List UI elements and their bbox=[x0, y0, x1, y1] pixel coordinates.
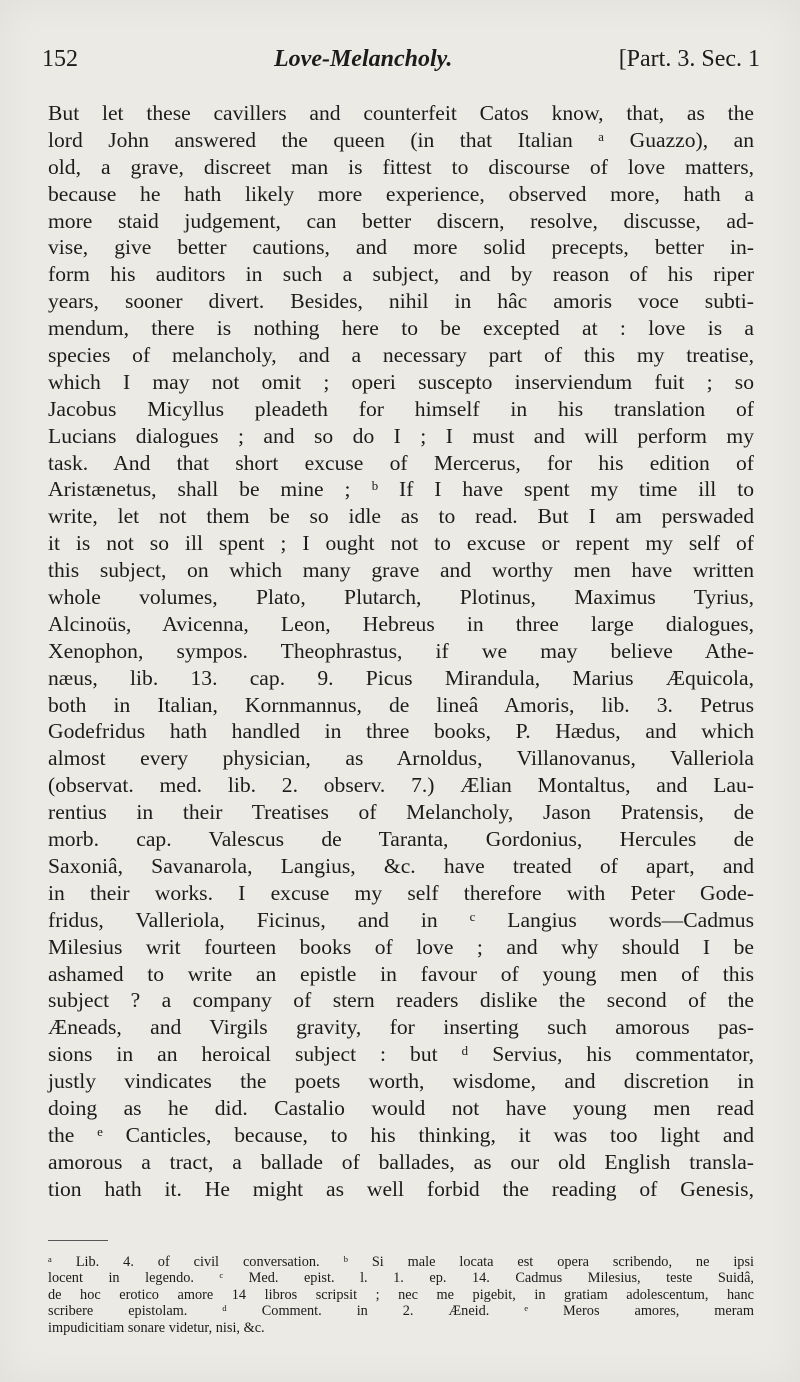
text-line: amorous a tract, a ballade of ballades, as our old English transla- bbox=[48, 1149, 754, 1174]
text-line: task. And that short excuse of Mercerus, for his edition of bbox=[48, 450, 754, 475]
text-line: Lucians dialogues ; and so do I ; I must and will perform my bbox=[48, 423, 754, 448]
running-title: Love-Melancholy. bbox=[274, 46, 453, 72]
text-line: But let these cavillers and counterfeit Catos know, that, as the bbox=[48, 101, 754, 125]
text-line: the ᵉ Canticles, because, to his thinking, it was too light and bbox=[48, 1122, 754, 1147]
text-line: morb. cap. Valescus de Taranta, Gordonius, Hercules de bbox=[48, 827, 754, 852]
text-line: which I may not omit ; operi suscepto inserviendum fuit ; so bbox=[48, 369, 754, 394]
text-line: in their works. I excuse my self therefore with Peter Gode- bbox=[48, 880, 754, 905]
text-line: it is not so ill spent ; I ought not to excuse or repent my self of bbox=[48, 531, 754, 556]
footnote-line: impudicitiam sonare videtur, nisi, &c. bbox=[48, 1319, 265, 1336]
text-line: subject ? a company of stern readers dislike the second of the bbox=[48, 988, 754, 1013]
text-line: old, a grave, discreet man is fittest to discourse of love matters, bbox=[48, 154, 754, 179]
text-line: years, sooner divert. Besides, nihil in hâc amoris voce subti- bbox=[48, 289, 754, 314]
text-line: Aristænetus, shall be mine ; ᵇ If I have spent my time ill to bbox=[48, 477, 754, 502]
text-line: this subject, on which many grave and worthy men have written bbox=[48, 558, 754, 583]
text-line: Alcinoüs, Avicenna, Leon, Hebreus in three large dialogues, bbox=[48, 611, 754, 636]
footnote-rule bbox=[48, 1240, 108, 1241]
footnotes bbox=[48, 1254, 754, 1336]
footnote-line: de hoc erotico amore 14 libros scripsit ; nec me pigebit, in gratiam adolescentum, hanc bbox=[48, 1286, 754, 1303]
text-line: rentius in their Treatises of Melancholy, Jason Pratensis, de bbox=[48, 800, 754, 825]
text-line: Jacobus Micyllus pleadeth for himself in his translation of bbox=[48, 396, 754, 421]
text-line: ashamed to write an epistle in favour of young men of this bbox=[48, 961, 754, 986]
text-line: mendum, there is nothing here to be excepted at : love is a bbox=[48, 316, 754, 341]
text-line: almost every physician, as Arnoldus, Villanovanus, Valleriola bbox=[48, 746, 754, 771]
page-header bbox=[42, 46, 760, 82]
section-reference: [Part. 3. Sec. 1 bbox=[618, 46, 760, 72]
footnote-line: scribere epistolam. ᵈ Comment. in 2. Æneid. ᵉ Meros amores, meram bbox=[48, 1303, 754, 1320]
text-line: vise, give better cautions, and more solid precepts, better in- bbox=[48, 235, 754, 260]
text-line: more staid judgement, can better discern, resolve, discusse, ad- bbox=[48, 208, 754, 233]
page-number: 152 bbox=[42, 46, 78, 72]
body-text bbox=[48, 100, 754, 1203]
text-line: sions in an heroical subject : but ᵈ Servius, his commentator, bbox=[48, 1042, 754, 1067]
text-line: næus, lib. 13. cap. 9. Picus Mirandula, Marius Æquicola, bbox=[48, 665, 754, 690]
text-line: Saxoniâ, Savanarola, Langius, &c. have treated of apart, and bbox=[48, 853, 754, 878]
text-line: doing as he did. Castalio would not have young men read bbox=[48, 1095, 754, 1120]
text-line: tion hath it. He might as well forbid the reading of Genesis, bbox=[48, 1176, 754, 1201]
footnote-line: ᵃ Lib. 4. of civil conversation. ᵇ Si male locata est opera scribendo, ne ipsi bbox=[48, 1254, 754, 1270]
text-line: Æneads, and Virgils gravity, for inserting such amorous pas- bbox=[48, 1015, 754, 1040]
text-line: justly vindicates the poets worth, wisdome, and discretion in bbox=[48, 1069, 754, 1094]
text-line: both in Italian, Kornmannus, de lineâ Amoris, lib. 3. Petrus bbox=[48, 692, 754, 717]
text-line: Xenophon, sympos. Theophrastus, if we may believe Athe- bbox=[48, 638, 754, 663]
text-line: because he hath likely more experience, observed more, hath a bbox=[48, 181, 754, 206]
text-line: form his auditors in such a subject, and by reason of his riper bbox=[48, 262, 754, 287]
footnote-line: locent in legendo. ᶜ Med. epist. l. 1. ep. 14. Cadmus Milesius, teste Suidâ, bbox=[48, 1270, 754, 1287]
text-line: lord John answered the queen (in that Italian ᵃ Guazzo), an bbox=[48, 127, 754, 152]
text-line: fridus, Valleriola, Ficinus, and in ᶜ Langius words—Cadmus bbox=[48, 907, 754, 932]
text-line: (observat. med. lib. 2. observ. 7.) Ælian Montaltus, and Lau- bbox=[48, 773, 754, 798]
text-line: species of melancholy, and a necessary part of this my treatise, bbox=[48, 343, 754, 368]
text-line: Godefridus hath handled in three books, P. Hædus, and which bbox=[48, 719, 754, 744]
text-line: write, let not them be so idle as to read. But I am perswaded bbox=[48, 504, 754, 529]
text-line: whole volumes, Plato, Plutarch, Plotinus, Maximus Tyrius, bbox=[48, 585, 754, 610]
text-line: Milesius writ fourteen books of love ; and why should I be bbox=[48, 934, 754, 959]
